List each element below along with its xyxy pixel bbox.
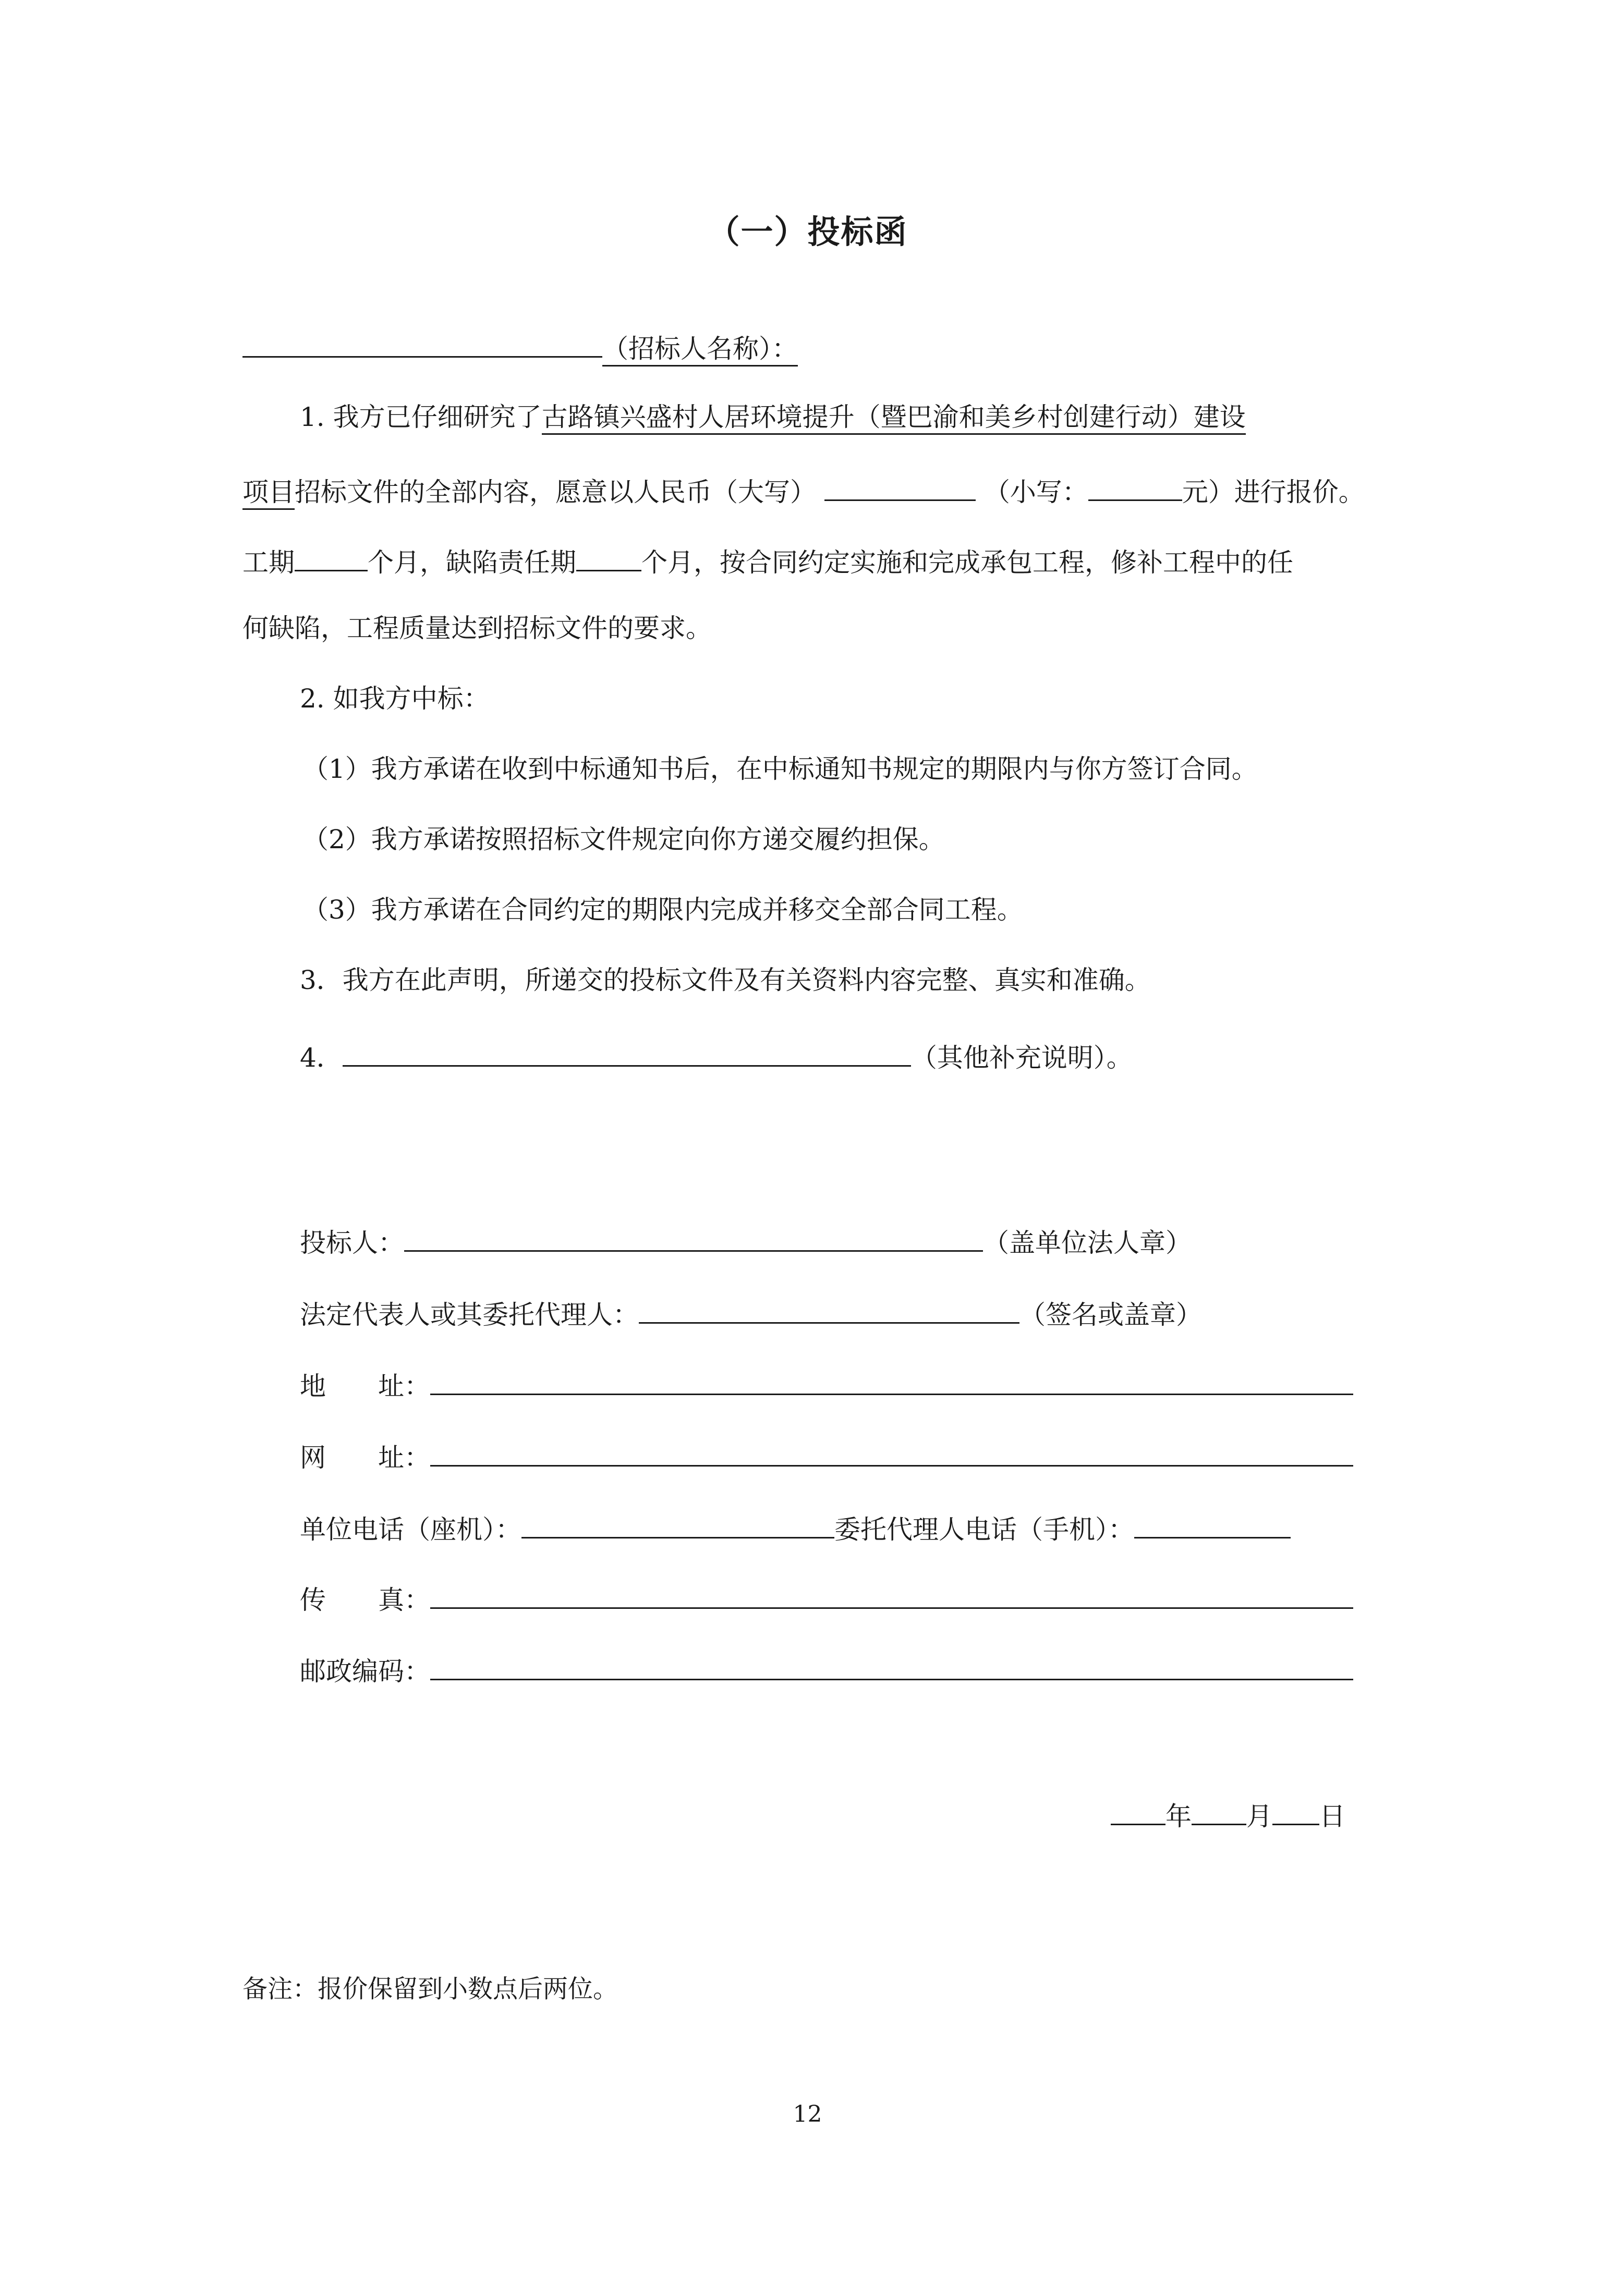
p2-item3	[302, 891, 1023, 928]
bidder-field	[300, 1220, 1192, 1261]
p1-line3-text-a: 工期	[242, 547, 295, 578]
year-blank[interactable]	[1111, 1793, 1165, 1825]
project-name-part2: 项目	[242, 477, 295, 510]
postcode-field	[300, 1648, 1353, 1690]
website-field	[300, 1435, 1353, 1476]
year-label: 年	[1165, 1801, 1192, 1831]
project-name-part1: 古路镇兴盛村人居环境提升（暨巴渝和美乡村创建行动）建设	[542, 402, 1246, 435]
representative-label: 法定代表人或其委托代理人：	[300, 1300, 639, 1330]
postcode-label: 邮政编码：	[300, 1656, 430, 1687]
month-blank[interactable]	[1192, 1793, 1246, 1825]
representative-blank[interactable]	[639, 1292, 1019, 1324]
fax-blank[interactable]	[430, 1577, 1353, 1609]
p2-item2	[302, 821, 945, 858]
p3-text: 3．我方在此声明，所递交的投标文件及有关资料内容完整、真实和准确。	[300, 965, 1151, 995]
bidder-blank[interactable]	[404, 1220, 983, 1252]
address-field	[300, 1363, 1353, 1405]
month-label: 月	[1246, 1801, 1272, 1831]
p1-line2-text-b: （小写：	[983, 477, 1088, 507]
p1-line3-text-b: 个月，缺陷责任期	[368, 547, 576, 578]
addressee-blank[interactable]	[242, 326, 602, 358]
representative-field	[300, 1292, 1202, 1333]
bidder-suffix: （盖单位法人章）	[983, 1228, 1192, 1258]
p4-suffix: （其他补充说明）。	[910, 1043, 1133, 1073]
p2-head-text: 2. 如我方中标：	[300, 683, 490, 714]
price-lowercase-blank[interactable]	[1088, 469, 1182, 501]
agent-phone-blank[interactable]	[1134, 1507, 1291, 1538]
representative-suffix: （签名或盖章）	[1019, 1300, 1202, 1330]
p1-line2-text-a: 招标文件的全部内容，愿意以人民币（大写）	[295, 477, 816, 507]
p2-head	[300, 680, 490, 717]
other-notes-blank[interactable]	[343, 1035, 911, 1067]
p3-line	[300, 962, 1151, 998]
phone-label: 单位电话（座机）：	[300, 1515, 521, 1545]
postcode-blank[interactable]	[430, 1648, 1353, 1680]
page-number: 12	[793, 2101, 822, 2128]
p2-item1	[302, 751, 1258, 787]
p1-line4-text: 何缺陷，工程质量达到招标文件的要求。	[242, 613, 712, 643]
p1-line3	[242, 540, 1293, 581]
address-label: 地 址：	[300, 1371, 430, 1401]
addressee-label: （招标人名称）：	[602, 334, 798, 367]
phone-field	[300, 1507, 1291, 1548]
p1-line3-text-c: 个月，按合同约定实施和完成承包工程，修补工程中的任	[641, 547, 1293, 578]
address-blank[interactable]	[430, 1363, 1353, 1395]
addressee-line	[242, 326, 798, 367]
p1-line4	[242, 610, 712, 646]
day-label: 日	[1319, 1801, 1345, 1831]
p1-line2-text-c: 元）进行报价。	[1182, 477, 1365, 507]
date-line	[1111, 1793, 1345, 1835]
day-blank[interactable]	[1272, 1793, 1319, 1825]
defect-period-blank[interactable]	[576, 540, 641, 571]
duration-blank[interactable]	[295, 540, 368, 571]
fax-label: 传 真：	[300, 1585, 430, 1615]
p2-item3-text: （3）我方承诺在合同约定的期限内完成并移交全部合同工程。	[302, 895, 1023, 925]
bidder-label: 投标人：	[300, 1228, 404, 1258]
phone-blank[interactable]	[521, 1507, 834, 1538]
price-uppercase-blank[interactable]	[824, 469, 976, 501]
website-blank[interactable]	[430, 1435, 1353, 1467]
p2-item2-text: （2）我方承诺按照招标文件规定向你方递交履约担保。	[302, 824, 945, 854]
website-label: 网 址：	[300, 1443, 430, 1473]
agent-phone-label: 委托代理人电话（手机）：	[834, 1515, 1134, 1545]
page-title: （一）投标函	[707, 213, 908, 251]
p2-item1-text: （1）我方承诺在收到中标通知书后，在中标通知书规定的期限内与你方签订合同。	[302, 754, 1258, 784]
fax-field	[300, 1577, 1353, 1618]
p1-prefix: 1. 我方已仔细研究了	[300, 402, 542, 432]
p1-line2	[242, 469, 1365, 510]
remark-note: 备注：报价保留到小数点后两位。	[242, 1974, 618, 2004]
p1-line1	[300, 399, 1246, 435]
p4-line	[300, 1035, 1133, 1076]
p4-prefix: 4．	[300, 1043, 343, 1073]
